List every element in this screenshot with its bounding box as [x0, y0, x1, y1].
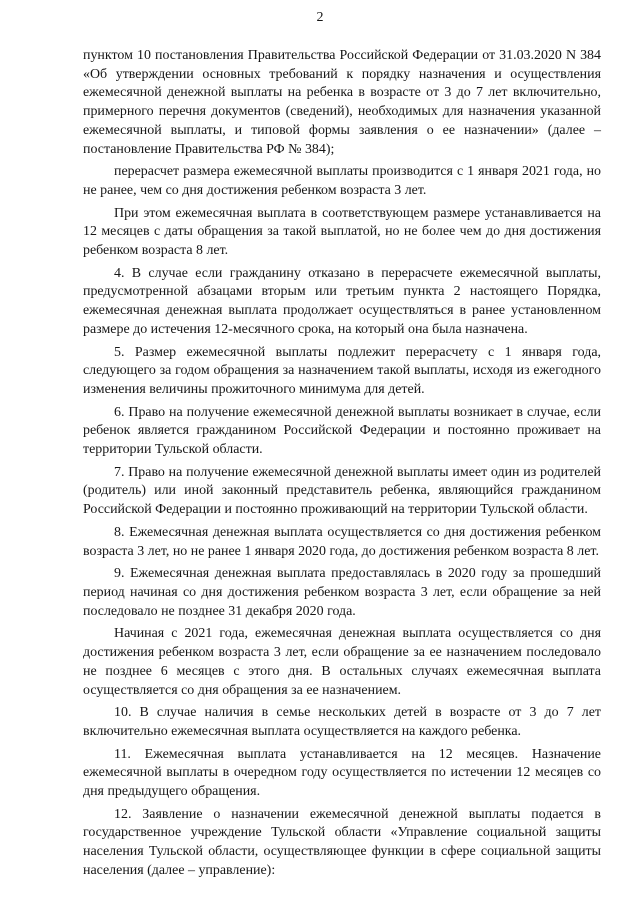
paragraph-recalculation-date: перерасчет размера ежемесячной выплаты производится с 1 января 2021 года, но не ранее, чем со дня достижения ребенком возраста 3 лет. [83, 164, 601, 198]
scan-speck [565, 498, 567, 500]
paragraph-resolution-reference: пунктом 10 постановления Правительства Российской Федерации от 31.03.2020 N 384 «Об утверждении основных требований к порядку назначения и осуществления ежемесячной денежной выплаты на ребенка в возрасте от 3 до 7 лет включительно, примерного перечня документов (сведений), необходимых для назначения указанной ежемесячной выплаты, и типовой формы заявления о ее назначении» (далее – постановление Правительства РФ № 384); [83, 48, 601, 157]
paragraph-item-9: 9. Ежемесячная денежная выплата предоставлялась в 2020 году за прошедший период начиная со дня достижения ребенком возраста 3 лет, если обращение за ней последовало не позднее 31 декабря 2020 года. [83, 566, 601, 619]
document-body [83, 47, 601, 885]
paragraph-item-4: 4. В случае если гражданину отказано в перерасчете ежемесячной выплаты, предусмотренной абзацами вторым или третьим пункта 2 настоящего Порядка, ежемесячная денежная выплата продолжает осуществляться в ранее установленном размере до истечения 12-месячного срока, на который она была назначена. [83, 265, 601, 337]
paragraph-payment-term: При этом ежемесячная выплата в соответствующем размере устанавливается на 12 месяцев с даты обращения за такой выплатой, но не более чем до дня достижения ребенком возраста 8 лет. [83, 205, 601, 259]
paragraph-item-8: 8. Ежемесячная денежная выплата осуществляется со дня достижения ребенком возраста 3 лет, но не ранее 1 января 2020 года, до достижения ребенком возраста 8 лет. [83, 524, 601, 559]
paragraph-item-11: 11. Ежемесячная выплата устанавливается на 12 месяцев. Назначение ежемесячной выплаты в очередном году осуществляется по истечении 12 месяцев со дня предыдущего обращения. [83, 746, 601, 800]
paragraph-item-6: 6. Право на получение ежемесячной денежной выплаты возникает в случае, если ребенок является гражданином Российской Федерации и постоянно проживает на территории Тульской области. [83, 404, 601, 458]
paragraph-item-10: 10. В случае наличия в семье нескольких детей в возрасте от 3 до 7 лет включительно ежемесячная выплата осуществляется на каждого ребенка. [83, 705, 601, 739]
paragraph-item-7: 7. Право на получение ежемесячной денежной выплаты имеет один из родителей (родитель) или иной законный представитель ребенка, являющийся гражданином Российской Федерации и постоянно проживающий на территории Тульской области. [83, 464, 601, 518]
page-number: 2 [316, 10, 324, 25]
paragraph-item-12: 12. Заявление о назначении ежемесячной денежной выплаты подается в государственное учреждение Тульской области «Управление социальной защиты населения Тульской области, осуществляющее функции в сфере социальной защиты населения (далее – управление): [83, 806, 601, 878]
paragraph-item-5: 5. Размер ежемесячной выплаты подлежит перерасчету с 1 января года, следующего за годом обращения за назначением такой выплаты, исходя из ежегодного изменения величины прожиточного минимума для детей. [83, 344, 601, 397]
paragraph-item-9-continued: Начиная с 2021 года, ежемесячная денежная выплата осуществляется со дня достижения ребенком возраста 3 лет, если обращение за ее назначением последовало не позднее 6 месяцев с этого дня. В остальных случаях ежемесячная выплата осуществляется со дня обращения за ее назначением. [83, 626, 601, 698]
